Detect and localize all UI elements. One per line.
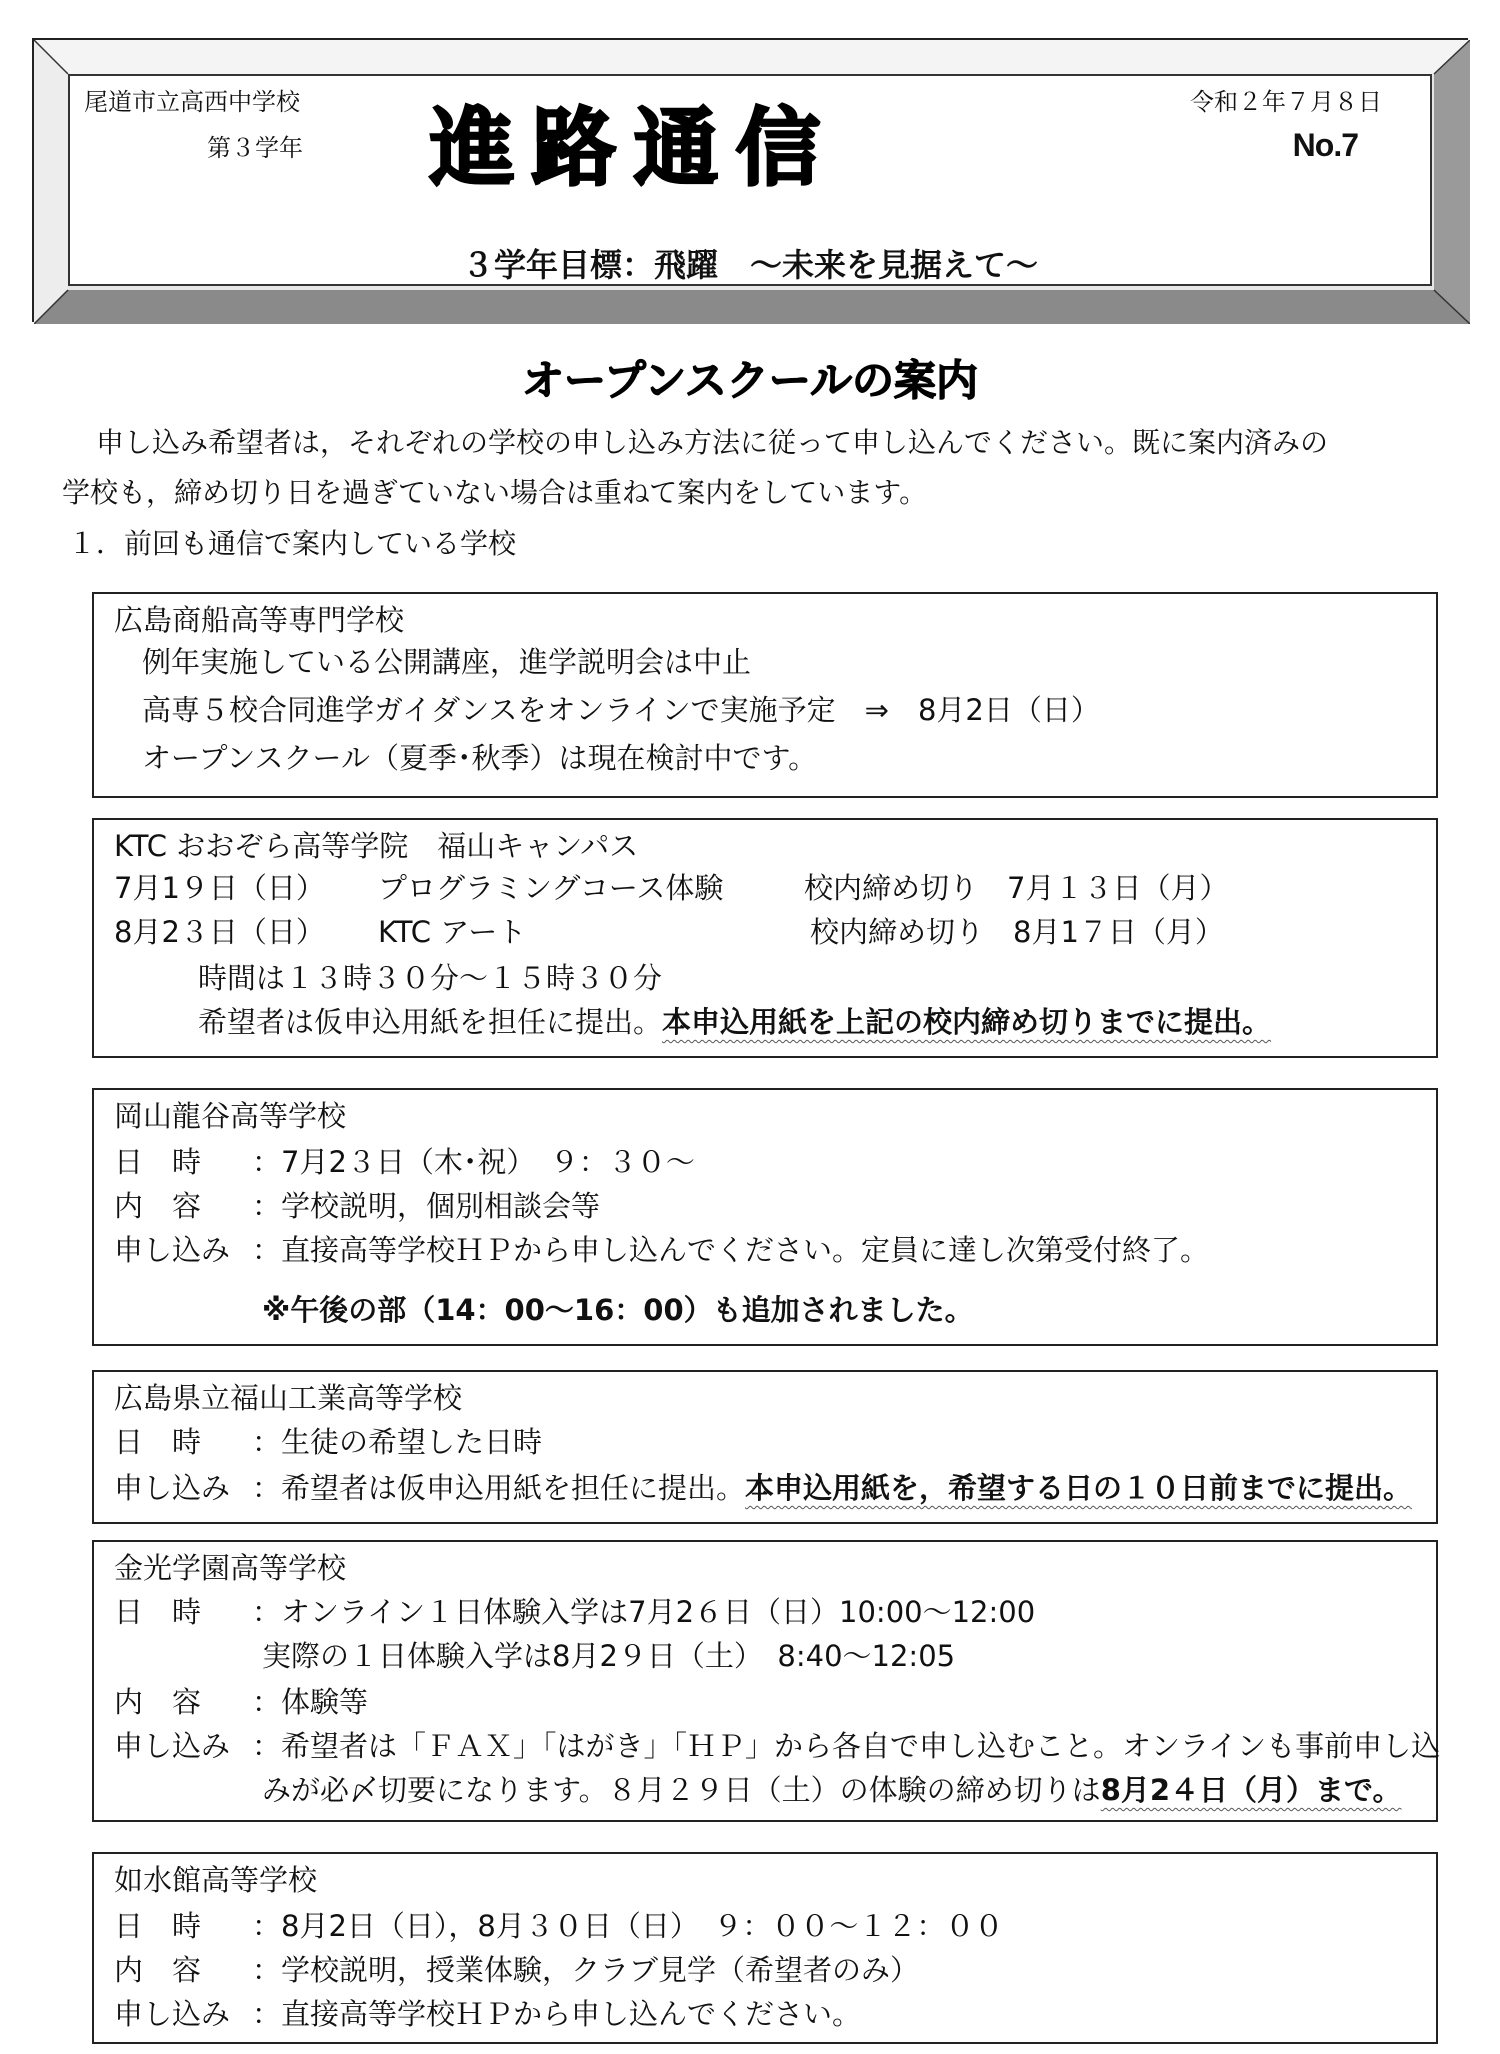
apply-label: 申し込み [114,1233,231,1267]
konko-content-row [114,1682,368,1722]
newsletter-title: 進路通信 [430,99,839,197]
content-label: 内 容 [114,1953,202,1987]
datetime-label: 日 時 [114,1425,202,1459]
okayama-datetime-row [114,1142,695,1182]
grade-label: 第３学年 [207,134,303,162]
okayama-extra-note: ※午後の部（14：00～16：00）も追加されました。 [262,1293,974,1327]
josuikan-apply-row [114,1994,861,2034]
section-title: オープンスクールの案内 [521,356,979,405]
okayama-apply-row [114,1230,1209,1270]
school-name-josuikan: 如水館高等学校 [114,1863,318,1897]
ktc-event-1-date: 7月1９日（日） [114,871,325,905]
school-box-okayama [92,1088,1438,1346]
ktc-event-2-deadline: 校内締め切り 8月1７日（月） [810,915,1224,949]
josuikan-datetime: ：8月2日（日），8月３０日（日） ９：００～１２：００ [252,1909,1004,1943]
shosen-line-3: オープンスクール（夏季･秋季）は現在検討中です。 [142,741,818,775]
fukuyama-apply-plain: ：希望者は仮申込用紙を担任に提出。 [252,1471,746,1505]
konko-datetime-2: 実際の１日体験入学は8月2９日（土） 8:40～12:05 [262,1639,956,1673]
school-box-fukuyama-kogyo [92,1370,1438,1524]
ktc-time: 時間は１３時３０分～１５時３０分 [198,961,663,995]
ktc-note-plain: 希望者は仮申込用紙を担任に提出。 [198,1005,663,1039]
ktc-event-2-date: 8月2３日（日） [114,915,325,949]
datetime-label: 日 時 [114,1145,202,1179]
content-label: 内 容 [114,1189,202,1223]
ktc-note [198,1002,1271,1042]
fukuyama-apply-row [114,1468,1412,1508]
ktc-event-1-deadline: 校内締め切り 7月１３日（月） [804,871,1229,905]
konko-apply-2-emphasis: 8月2４日（月）まで。 [1100,1773,1402,1807]
konko-apply-2-row [262,1770,1401,1810]
grade-goal: ３学年目標：飛躍 ～未来を見据えて～ [461,246,1038,284]
school-box-konko [92,1540,1441,1822]
josuikan-content-row [114,1950,919,1990]
school-box-shosen [92,592,1438,798]
school-name-shosen: 広島商船高等専門学校 [114,603,405,637]
konko-content: ：体験等 [252,1685,369,1719]
okayama-apply: ：直接高等学校ＨＰから申し込んでください。定員に達し次第受付終了。 [252,1233,1210,1267]
datetime-label: 日 時 [114,1595,202,1629]
shosen-line-1: 例年実施している公開講座，進学説明会は中止 [142,645,752,679]
subsection-heading: １．前回も通信で案内している学校 [68,527,517,560]
konko-datetime-1: ：オンライン１日体験入学は7月2６日（日）10:00～12:00 [252,1595,1036,1629]
konko-datetime-row [114,1592,1035,1632]
intro-paragraph [62,418,1462,518]
issue-number: No.7 [1292,127,1358,163]
school-name-fukuyama-kogyo: 広島県立福山工業高等学校 [114,1381,463,1415]
okayama-content-row [114,1186,600,1226]
konko-apply-1: ：希望者は「ＦＡＸ」「はがき」「ＨＰ」から各自で申し込むこと。オンラインも事前申し込 [252,1729,1441,1763]
intro-line-1: 申し込み希望者は，それぞれの学校の申し込み方法に従って申し込んでください。既に案内済みの [96,426,1329,459]
okayama-datetime: ：7月2３日（木･祝） ９：３０～ [252,1145,695,1179]
school-name-konko: 金光学園高等学校 [114,1551,347,1585]
konko-apply-row [114,1726,1440,1766]
ktc-event-1-name: プログラミングコース体験 [378,871,724,905]
school-box-ktc [92,818,1438,1058]
school-box-josuikan [92,1852,1438,2044]
josuikan-content: ：学校説明，授業体験，クラブ見学（希望者のみ） [252,1953,920,1987]
issue-date: 令和２年７月８日 [1190,88,1382,116]
konko-apply-2-plain: みが必〆切要になります。８月２９日（土）の体験の締め切りは [262,1773,1101,1807]
apply-label: 申し込み [114,1729,231,1763]
datetime-label: 日 時 [114,1909,202,1943]
school-name: 尾道市立高西中学校 [84,88,300,116]
intro-line-2: 学校も，締め切り日を過ぎていない場合は重ねて案内をしています。 [62,476,928,509]
apply-label: 申し込み [114,1471,231,1505]
okayama-content: ：学校説明，個別相談会等 [252,1189,601,1223]
shosen-line-2: 高専５校合同進学ガイダンスをオンラインで実施予定 ⇒ 8月2日（日） [142,693,1100,727]
content-label: 内 容 [114,1685,202,1719]
fukuyama-datetime: ：生徒の希望した日時 [252,1425,543,1459]
school-name-okayama: 岡山龍谷高等学校 [114,1099,347,1133]
ktc-event-2-name: KTC アート [378,915,527,949]
fukuyama-datetime-row [114,1422,542,1462]
josuikan-datetime-row [114,1906,1003,1946]
school-name-ktc: KTC おおぞら高等学院 福山キャンパス [114,829,639,863]
fukuyama-apply-emphasis: 本申込用紙を，希望する日の１０日前までに提出。 [745,1471,1413,1505]
ktc-note-emphasis: 本申込用紙を上記の校内締め切りまでに提出。 [662,1005,1272,1039]
josuikan-apply: ：直接高等学校ＨＰから申し込んでください。 [252,1997,862,2031]
apply-label: 申し込み [114,1997,231,2031]
